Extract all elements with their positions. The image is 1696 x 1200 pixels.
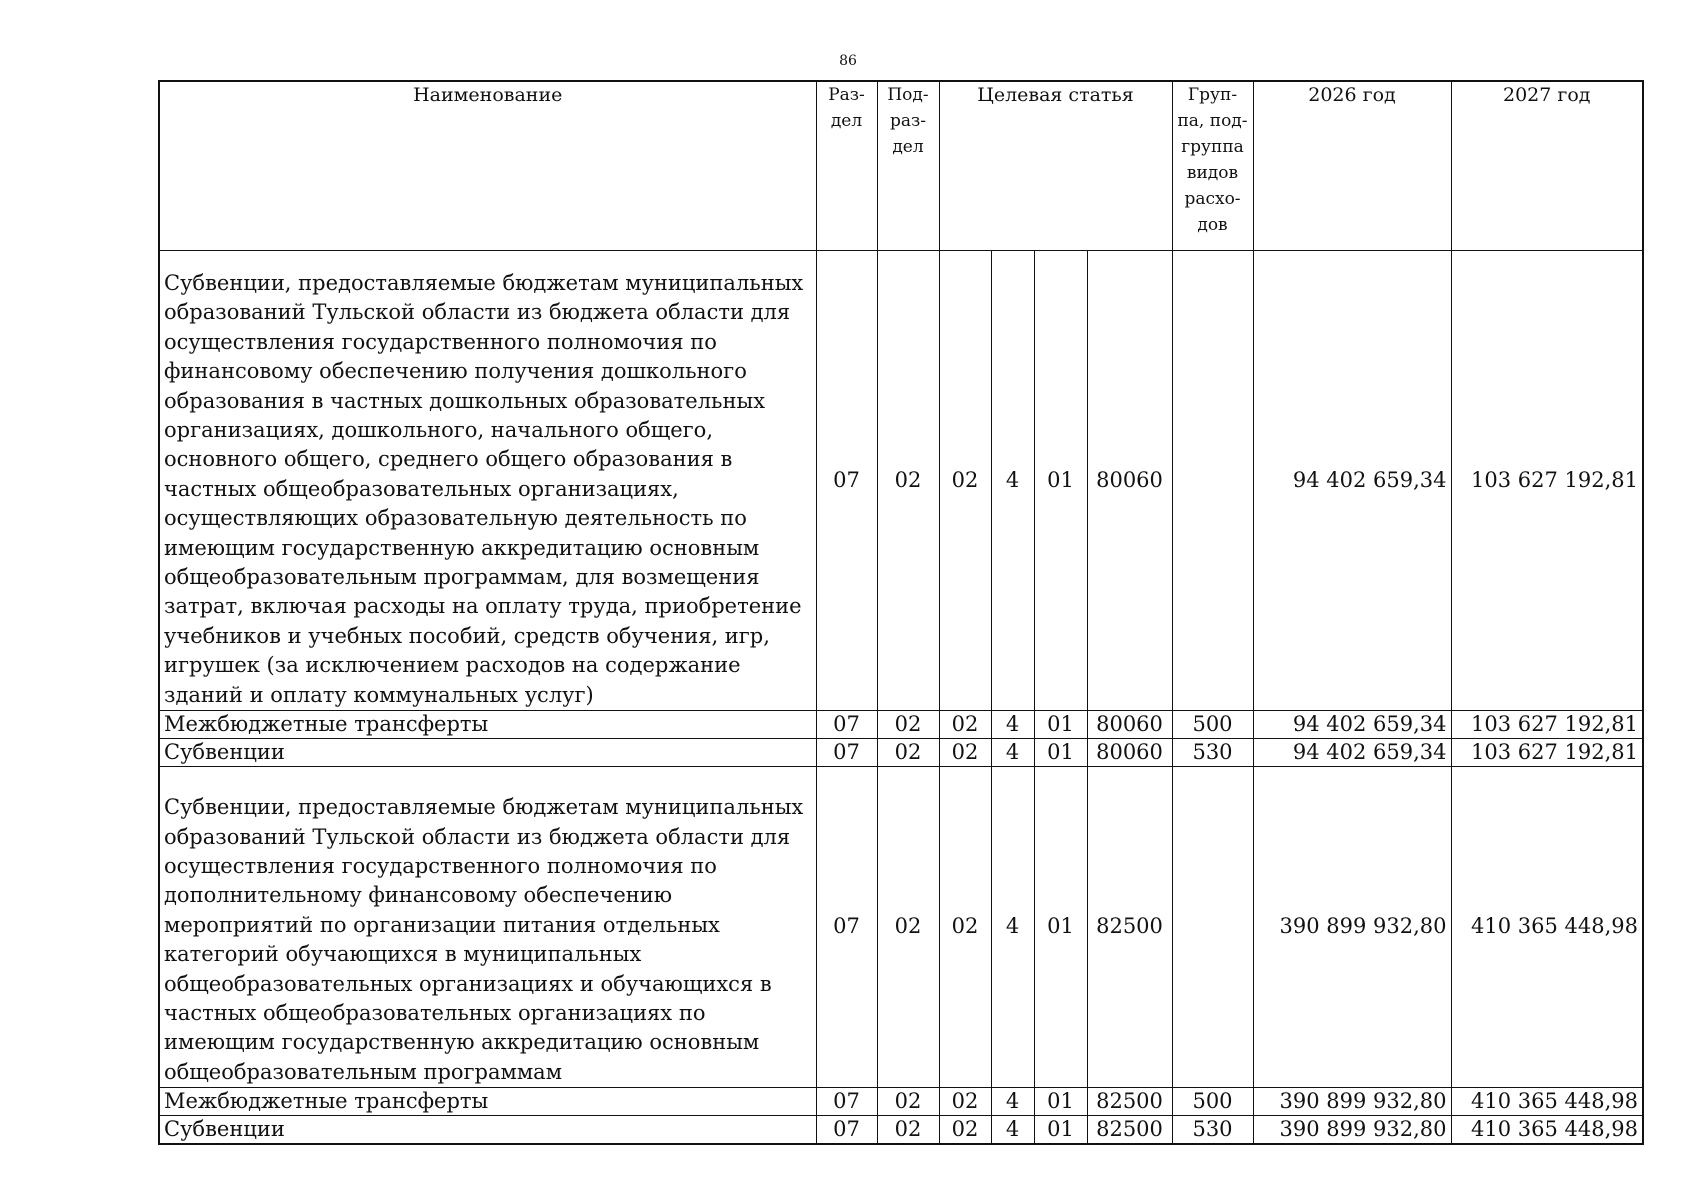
row-podrazdel: 02: [877, 251, 939, 711]
header-group: Груп- па, под- группа видов расхо- дов: [1172, 81, 1253, 251]
row-target-2: 4: [991, 1088, 1034, 1116]
row-group: 530: [1172, 739, 1253, 767]
row-name: Межбюджетные трансферты: [159, 711, 816, 739]
row-amount-2026: 390 899 932,80: [1253, 767, 1451, 1088]
row-target-4: 82500: [1087, 1088, 1172, 1116]
table-row: [159, 711, 1643, 739]
header-year-2026: 2026 год: [1253, 81, 1451, 251]
row-amount-2027: 103 627 192,81: [1451, 251, 1643, 711]
row-target-1: 02: [939, 767, 991, 1088]
row-name: Субвенции, предоставляемые бюджетам муниципальных образований Тульской области из бюджета области для осуществления государственного полномочия по финансовому обеспечению получения дошкольного образования в частных дошкольных образовательных организациях, дошкольного, начального общего, основного общего, среднего общего образования в частных общеобразовательных организациях, осуществляющих образовательную деятельность по имеющим государственную аккредитацию основным общеобразовательным программам, для возмещения затрат, включая расходы на оплату труда, приобретение учебников и учебных пособий, средств обучения, игр, игрушек (за исключением расходов на содержание зданий и оплату коммунальных услуг): [159, 251, 816, 711]
row-target-1: 02: [939, 739, 991, 767]
table-row: [159, 1116, 1643, 1145]
row-target-1: 02: [939, 1116, 991, 1145]
header-target: Целевая статья: [939, 81, 1172, 251]
row-amount-2027: 103 627 192,81: [1451, 711, 1643, 739]
row-amount-2026: 390 899 932,80: [1253, 1116, 1451, 1145]
row-group: [1172, 251, 1253, 711]
table-row: [159, 767, 1643, 1088]
row-razdel: 07: [816, 711, 877, 739]
table-row: [159, 251, 1643, 711]
row-name: Субвенции: [159, 1116, 816, 1145]
row-target-3: 01: [1034, 1116, 1087, 1145]
header-name: Наименование: [159, 81, 816, 251]
row-target-2: 4: [991, 1116, 1034, 1145]
header-razdel: Раз- дел: [816, 81, 877, 251]
row-name: Субвенции: [159, 739, 816, 767]
row-target-3: 01: [1034, 767, 1087, 1088]
row-group: 500: [1172, 1088, 1253, 1116]
table-row: [159, 739, 1643, 767]
row-target-4: 80060: [1087, 251, 1172, 711]
row-amount-2027: 103 627 192,81: [1451, 739, 1643, 767]
row-amount-2027: 410 365 448,98: [1451, 1088, 1643, 1116]
row-target-4: 80060: [1087, 711, 1172, 739]
row-target-4: 82500: [1087, 1116, 1172, 1145]
row-target-3: 01: [1034, 1088, 1087, 1116]
row-target-4: 82500: [1087, 767, 1172, 1088]
row-target-3: 01: [1034, 251, 1087, 711]
row-amount-2027: 410 365 448,98: [1451, 1116, 1643, 1145]
row-group: 500: [1172, 711, 1253, 739]
row-target-4: 80060: [1087, 739, 1172, 767]
row-podrazdel: 02: [877, 1088, 939, 1116]
row-razdel: 07: [816, 739, 877, 767]
row-name: Межбюджетные трансферты: [159, 1088, 816, 1116]
header-podrazdel: Под- раз- дел: [877, 81, 939, 251]
row-amount-2027: 410 365 448,98: [1451, 767, 1643, 1088]
row-razdel: 07: [816, 251, 877, 711]
row-amount-2026: 94 402 659,34: [1253, 711, 1451, 739]
row-podrazdel: 02: [877, 739, 939, 767]
row-target-2: 4: [991, 251, 1034, 711]
row-target-2: 4: [991, 739, 1034, 767]
row-target-1: 02: [939, 1088, 991, 1116]
row-razdel: 07: [816, 1116, 877, 1145]
row-podrazdel: 02: [877, 711, 939, 739]
table-header-row: [159, 81, 1643, 251]
row-podrazdel: 02: [877, 767, 939, 1088]
header-year-2027: 2027 год: [1451, 81, 1643, 251]
row-group: [1172, 767, 1253, 1088]
row-amount-2026: 94 402 659,34: [1253, 739, 1451, 767]
row-target-2: 4: [991, 711, 1034, 739]
row-target-2: 4: [991, 767, 1034, 1088]
budget-table: [158, 80, 1644, 1145]
table-row: [159, 1088, 1643, 1116]
page-number: 86: [839, 53, 857, 69]
row-razdel: 07: [816, 767, 877, 1088]
row-amount-2026: 94 402 659,34: [1253, 251, 1451, 711]
row-name: Субвенции, предоставляемые бюджетам муниципальных образований Тульской области из бюджета области для осуществления государственного полномочия по дополнительному финансовому обеспечению мероприятий по организации питания отдельных категорий обучающихся в муниципальных общеобразовательных организациях и обучающихся в частных общеобразовательных организациях по имеющим государственную аккредитацию основным общеобразовательным программам: [159, 767, 816, 1088]
row-podrazdel: 02: [877, 1116, 939, 1145]
row-target-3: 01: [1034, 711, 1087, 739]
row-group: 530: [1172, 1116, 1253, 1145]
row-razdel: 07: [816, 1088, 877, 1116]
row-target-1: 02: [939, 251, 991, 711]
row-amount-2026: 390 899 932,80: [1253, 1088, 1451, 1116]
row-target-3: 01: [1034, 739, 1087, 767]
row-target-1: 02: [939, 711, 991, 739]
